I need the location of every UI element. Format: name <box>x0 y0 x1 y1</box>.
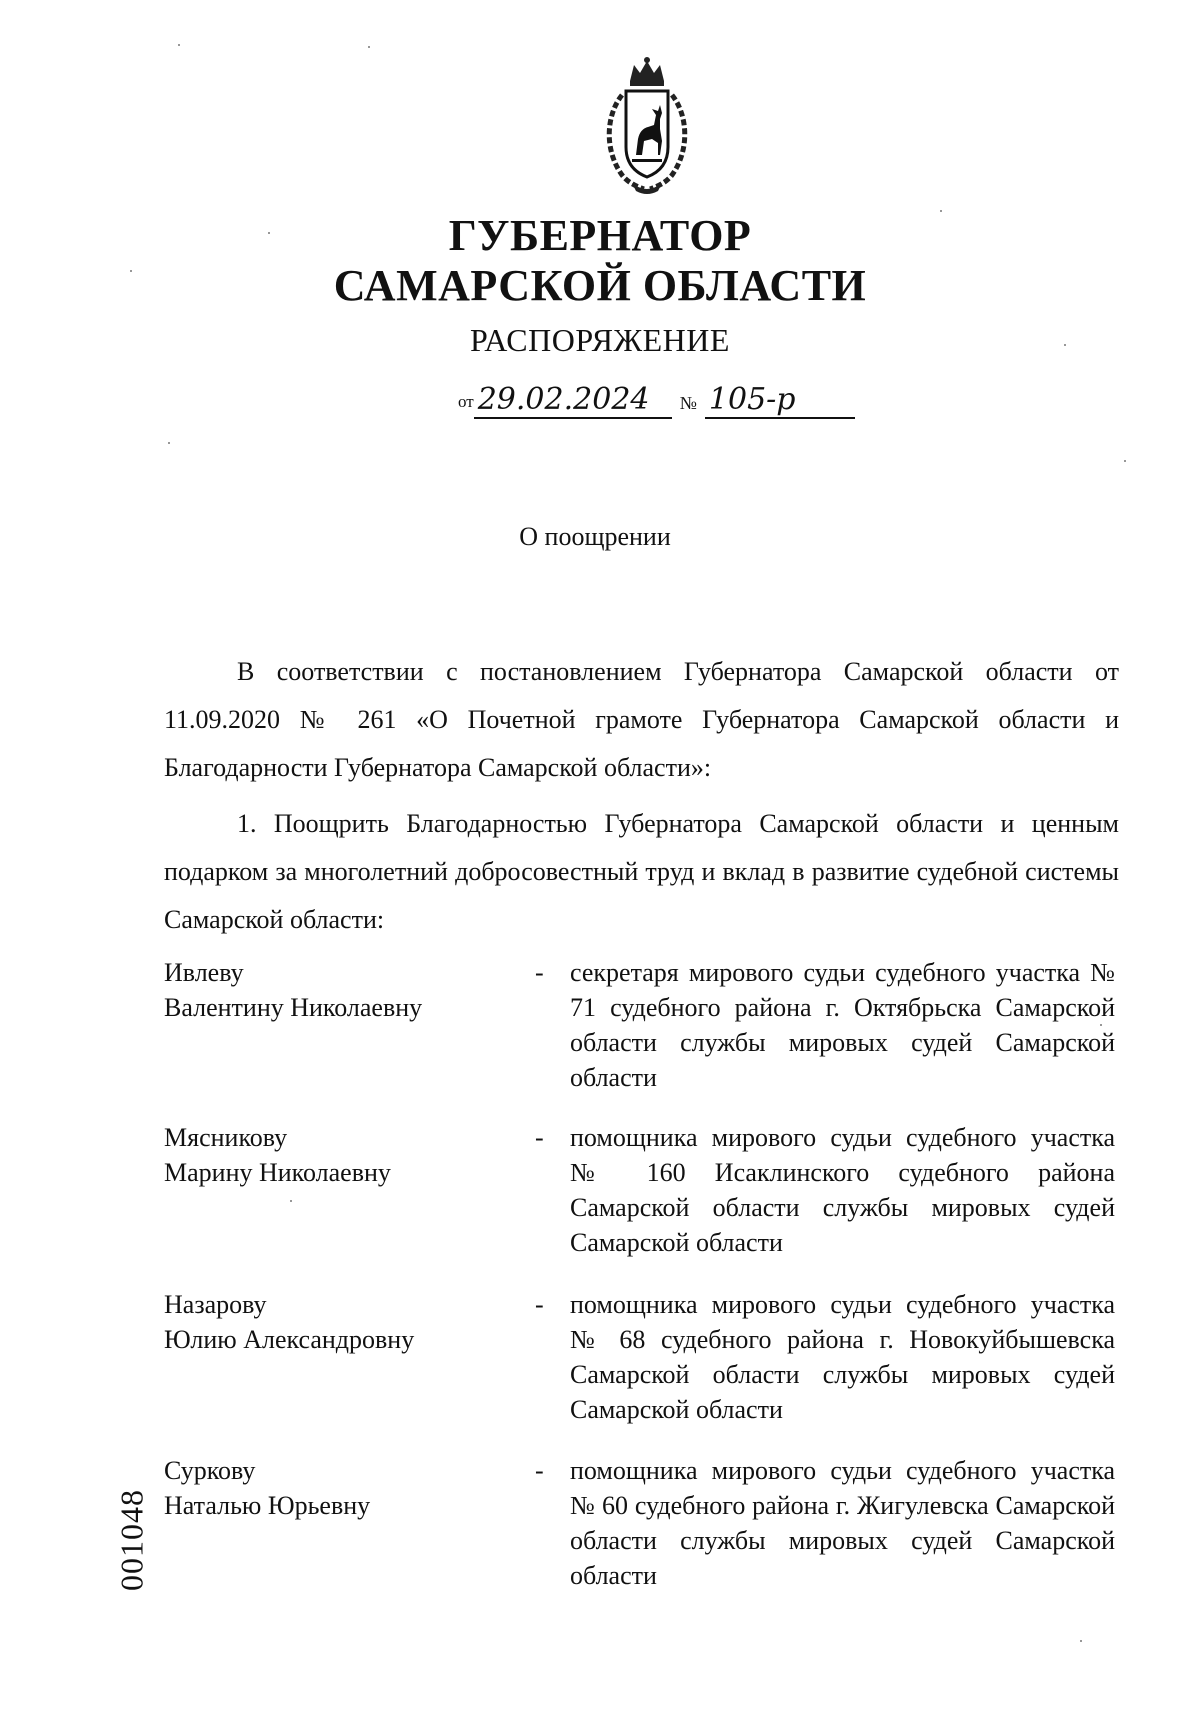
scan-speck <box>130 270 132 272</box>
recipient-name <box>164 1120 484 1190</box>
authority-title-line2: САМАРСКОЙ ОБЛАСТИ <box>333 261 867 310</box>
scan-speck <box>1100 1024 1102 1026</box>
recipient-surname: Мясникову <box>164 1123 288 1152</box>
recipient-given-names: Марину Николаевну <box>164 1158 391 1187</box>
scan-speck <box>268 232 270 234</box>
scan-speck <box>290 1200 292 1202</box>
recipient-position: помощника мирового судьи судебного участка № 160 Исаклинского судебного района Самарской области службы мировых судей Самарской области <box>570 1123 1115 1257</box>
recipient-name <box>164 955 484 1025</box>
recipient-surname: Суркову <box>164 1456 256 1485</box>
entry-dash: - <box>535 1456 544 1485</box>
scan-speck <box>168 442 170 444</box>
scan-speck <box>940 210 942 212</box>
recipient-position: секретаря мирового судьи судебного участка № 71 судебного района г. Октябрьска Самарской области службы мировых судей Самарской области <box>570 958 1115 1092</box>
scan-speck <box>1124 460 1126 462</box>
scan-speck <box>178 44 180 46</box>
scan-speck <box>368 46 370 48</box>
recipient-surname: Назарову <box>164 1290 267 1319</box>
entry-dash: - <box>535 958 544 987</box>
recipient-position: помощника мирового судьи судебного участка № 60 судебного района г. Жигулевска Самарской области службы мировых судей Самарской области <box>570 1456 1115 1590</box>
recipient-name <box>164 1287 484 1357</box>
recipient-given-names: Валентину Николаевну <box>164 993 423 1022</box>
recipient-name <box>164 1453 484 1523</box>
document-date: 29.02.2024 <box>474 383 672 419</box>
scan-speck <box>1080 1640 1082 1642</box>
number-label: № <box>679 393 697 413</box>
document-type: РАСПОРЯЖЕНИЕ <box>470 322 730 358</box>
date-prefix: от <box>458 392 474 411</box>
authority-title-line1: ГУБЕРНАТОР <box>448 211 752 260</box>
entry-dash: - <box>535 1290 544 1319</box>
scan-speck <box>1064 344 1066 346</box>
date-number-line <box>458 383 855 423</box>
document-subject: О поощрении <box>519 522 671 551</box>
entry-dash: - <box>535 1123 544 1152</box>
recipient-surname: Ивлеву <box>164 958 244 987</box>
samara-coat-of-arms-icon <box>588 55 706 195</box>
item-1-paragraph: 1. Поощрить Благодарностью Губернатора Самарской области и ценным подарком за многолетний добросовестный труд и вклад в развитие судебной системы Самарской области: <box>164 809 1119 934</box>
document-number: 105-р <box>705 383 855 419</box>
recipient-position: помощника мирового судьи судебного участка № 68 судебного района г. Новокуйбышевска Самарской области службы мировых судей Самарской области <box>570 1290 1115 1424</box>
preamble-paragraph: В соответствии с постановлением Губернатора Самарской области от 11.09.2020 № 261 «О Почетной грамоте Губернатора Самарской области и Благодарности Губернатора Самарской области»: <box>164 657 1119 782</box>
serial-number: 001048 <box>113 1489 150 1591</box>
recipient-given-names: Наталью Юрьевну <box>164 1491 371 1520</box>
recipient-given-names: Юлию Александровну <box>164 1325 415 1354</box>
